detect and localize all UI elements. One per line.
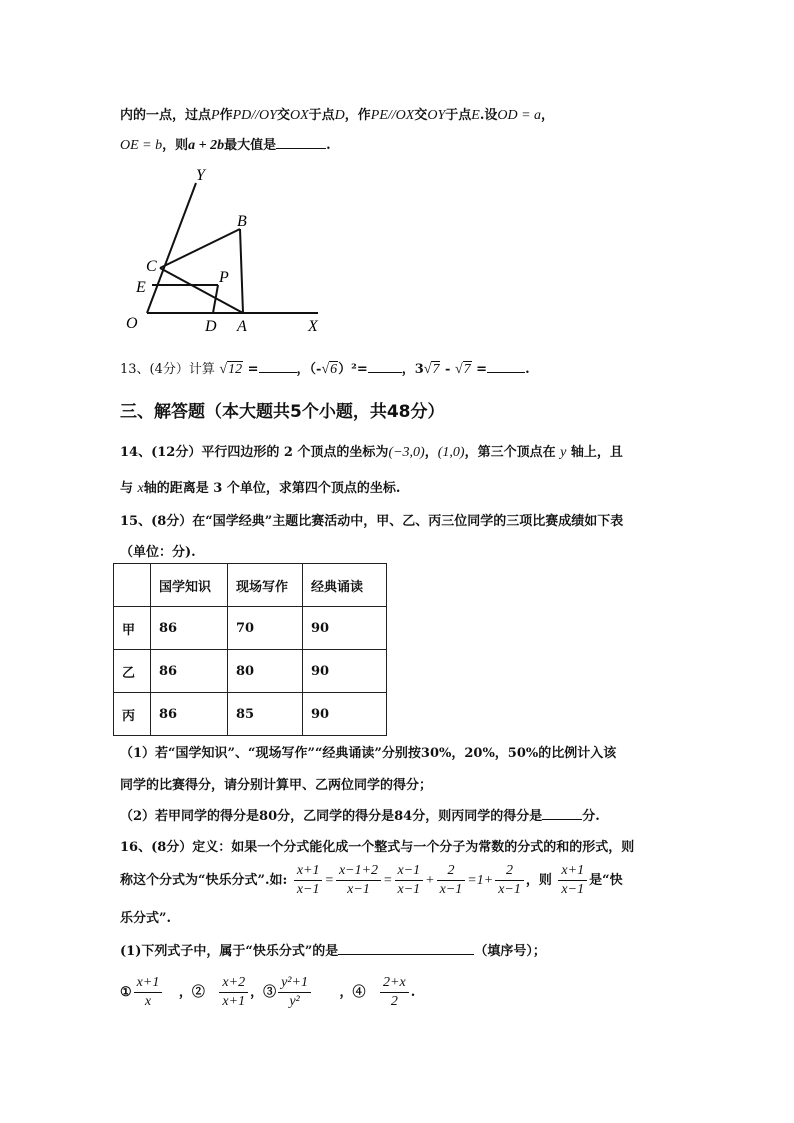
answer-blank (368, 359, 402, 373)
q16-line4: (1)下列式子中，属于“快乐分式”的是 （填序号）； (120, 940, 546, 959)
answer-blank (487, 359, 525, 373)
sqrt-7-second: √7 (454, 362, 471, 377)
fraction: $\frac{2+x}{2}$ (380, 974, 409, 1011)
sqrt-7: √7 (423, 362, 440, 377)
q15-sub1-line2: 同学的比赛得分，请分别计算甲、乙两位同学的得分； (120, 778, 433, 793)
label-o: O (126, 315, 138, 332)
label-x: X (308, 318, 318, 335)
table-cell: 丙 (114, 693, 151, 736)
label-e: E (136, 279, 146, 296)
q16-line3: 乐分式”. (120, 911, 172, 926)
score-table (113, 563, 387, 736)
answer-blank (542, 806, 582, 820)
q16-line2: 称这个分式为“快乐分式”.如: $\frac{x+1}{x-1}$ = $\frac{x-1+2}{x-1}$ = $\frac{x-1}{x-1}$ + $\frac{2}{x-1}$ =1+ $\frac{2}{x-1}$ ，则 $\frac{x+1}{x-1}$ 是“快 (120, 863, 623, 897)
table-header-cell: 经典诵读 (303, 564, 387, 607)
table-cell: 86 (151, 693, 228, 736)
label-y: Y (196, 167, 205, 184)
answer-blank (338, 941, 474, 955)
table-cell: 甲 (114, 607, 151, 650)
table-row (114, 693, 387, 736)
table-cell: 乙 (114, 650, 151, 693)
table-row (114, 607, 387, 650)
fraction: $\frac{\text{y²+1}}{\text{y²}}$ (278, 974, 311, 1011)
table-cell: 90 (303, 693, 387, 736)
answer-blank (259, 359, 297, 373)
q12-line2: OE = b，则a + 2b最大值是 . (120, 134, 331, 154)
table-header-cell: 国学知识 (151, 564, 228, 607)
label-d: D (205, 318, 217, 335)
table-cell: 90 (303, 650, 387, 693)
table-cell: 86 (151, 607, 228, 650)
q15-line1: 15、(8分）在“国学经典”主题比赛活动中，甲、乙、丙三位同学的三项比赛成绩如下表 (120, 514, 624, 529)
fraction: $\frac{x+1}{x}$ (134, 974, 163, 1011)
q16-line1: 16、(8分）定义：如果一个分式能化成一个整式与一个分子为常数的分式的和的形式，则 (120, 840, 635, 855)
fraction: $\frac{2}{x-1}$ (437, 862, 466, 899)
sqrt-12: √12 (219, 362, 243, 377)
fraction: $\frac{2}{x-1}$ (495, 862, 524, 899)
fraction: $\frac{x-1}{x-1}$ (395, 862, 424, 899)
table-cell: 90 (303, 607, 387, 650)
fraction: $\frac{x+1}{x-1}$ (558, 862, 587, 899)
q13-line: 13、(4分）计算 √12 = ，（-√6）²= ，3√7 - √7 = . (120, 358, 530, 378)
label-p: P (219, 269, 229, 286)
label-a: A (237, 318, 247, 335)
geometry-figure (120, 160, 340, 340)
fraction: $\frac{x-1+2}{x-1}$ (336, 862, 381, 899)
table-cell: 85 (228, 693, 303, 736)
label-b: B (237, 213, 247, 230)
section-title: 三、解答题（本大题共5个小题，共48分） (120, 402, 445, 422)
q15-line2: （单位：分). (120, 545, 196, 560)
table-header-cell: 现场写作 (228, 564, 303, 607)
q14-line1: 14、(12分）平行四边形的 2 个顶点的坐标为(−3,0)，(1,0)，第三个顶点在 y 轴上，且 (120, 445, 623, 460)
label-c: C (146, 258, 157, 275)
q14-line2: 与 x轴的距离是 3 个单位，求第四个顶点的坐标. (120, 481, 401, 496)
oy-axis (147, 183, 196, 313)
sqrt-6: √6 (321, 362, 338, 377)
q15-sub2: （2）若甲同学的得分是80分，乙同学的得分是84分，则丙同学的得分是 分. (120, 805, 600, 824)
answer-blank (276, 135, 326, 149)
table-cell: 86 (151, 650, 228, 693)
table-row (114, 650, 387, 693)
table-header-cell (114, 564, 151, 607)
segment-ca (160, 268, 243, 313)
q15-sub1-line1: （1）若“国学知识”、“现场写作”“经典诵读”分别按30%，20%，50%的比例计入该 (120, 746, 617, 761)
q12-line1: 内的一点，过点P作PD//OY交OX于点D，作PE//OX交OY于点E.设OD = a， (120, 108, 555, 123)
table-header-row (114, 564, 387, 607)
table-cell: 80 (228, 650, 303, 693)
q16-options: ① $\frac{x+1}{x}$ ，② $\frac{x+2}{x+1}$ ，③ $\frac{\text{y²+1}}{\text{y²}}$ ，④ $\frac{2+x}{2}$ . (120, 975, 416, 1009)
fraction: $\frac{x+1}{x-1}$ (294, 862, 323, 899)
fraction: $\frac{x+2}{x+1}$ (219, 974, 248, 1011)
table-cell: 70 (228, 607, 303, 650)
segment-ba (240, 229, 243, 313)
